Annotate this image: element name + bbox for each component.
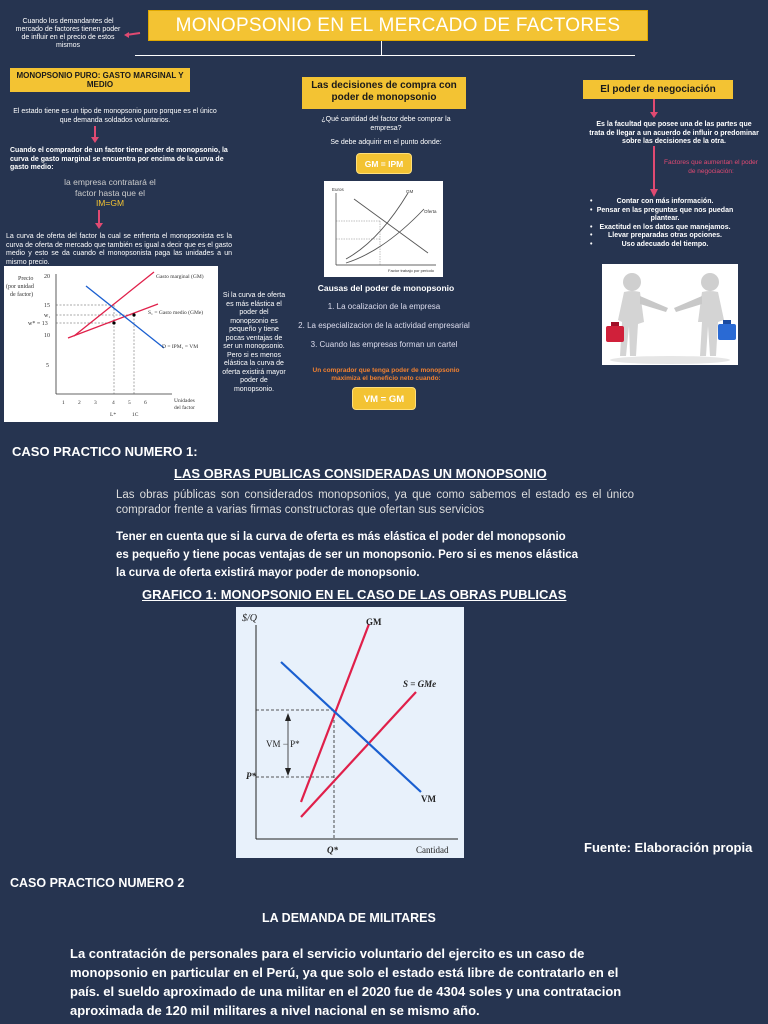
left-chart-xtick: 3	[94, 400, 97, 406]
list-item: • Contar con más información.	[590, 198, 714, 205]
left-chart-ylabel3: de factor)	[10, 292, 34, 298]
mini-chart-s-label: Oferta	[424, 209, 437, 214]
mini-chart	[324, 181, 443, 277]
left-chart-gm-label: Gasto marginal (GM)	[156, 274, 204, 280]
handshake-illustration	[602, 264, 738, 365]
right-box-title: El poder de negociación	[583, 80, 733, 99]
case1-heading: CASO PRACTICO NUMERO 1:	[12, 444, 198, 459]
case2-line: La contratación de personales para el servicio voluntario del ejercito es un caso de	[70, 946, 585, 961]
formula-gm-ipm: GM = IPM	[356, 153, 412, 174]
left-p3-line2: factor hasta que el	[75, 187, 145, 198]
list-item: • Llevar preparadas otras opciones.	[590, 232, 722, 239]
left-side-text: Si la curva de oferta es más elástica el poder del monopsonio es pequeño y tiene pocas ventajas de ser un monopsonio. Pero si es menos elástica la curva de oferta existirá mayor poder de monopsonio.	[222, 292, 286, 393]
case1-subtitle: LAS OBRAS PUBLICAS CONSIDERADAS UN MONOPSONIO	[174, 466, 547, 481]
mid-q2: Se debe adquirir en el punto donde:	[330, 139, 442, 146]
left-chart-xtick: 2	[78, 400, 81, 406]
down-arrow-icon	[650, 146, 658, 198]
left-p4: La curva de oferta del factor la cual se enfrenta el monopsonista es la curva de oferta de mercado que también es igual a decir que es el gasto medio y esto se da cuando el monopsonista paga las unidades a un mismo precio.	[6, 233, 232, 266]
big-chart-gm-label: GM	[366, 617, 382, 627]
big-chart-xlabel: Cantidad	[416, 845, 449, 855]
left-chart-ytick: 20	[44, 274, 50, 280]
left-chart-s-label: S₁ = Gasto medio (GMe)	[148, 310, 204, 316]
big-chart-vm-curve	[281, 662, 421, 792]
big-chart-ylabel: $/Q	[242, 613, 257, 624]
up-arrow-icon	[285, 713, 291, 721]
left-chart	[4, 266, 218, 422]
left-chart-xlabel1: Unidades	[174, 398, 195, 404]
case1-p2-line1: Tener en cuenta que si la curva de oferta es más elástica el poder del monopsonio	[116, 531, 566, 543]
mini-chart-gm-curve	[346, 193, 408, 259]
left-chart-d-label: D = IPM₁ = VM	[162, 344, 199, 350]
causes-title: Causas del poder de monopsonio	[317, 283, 455, 293]
left-chart-point	[132, 313, 135, 316]
left-box-title: MONOPSONIO PURO: GASTO MARGINAL Y MEDIO	[10, 68, 190, 92]
handshake-image	[602, 264, 738, 365]
factor-text: Uso adecuado del tiempo.	[621, 240, 709, 248]
big-chart	[236, 607, 464, 858]
factor-text: Llevar preparadas otras opciones.	[608, 232, 722, 239]
left-chart-xmark: 1C	[132, 412, 139, 418]
source-note: Fuente: Elaboración propia	[584, 840, 753, 855]
left-chart-xtick: 6	[144, 400, 147, 406]
factors-title: Factores que aumentan el poder de negociación:	[664, 159, 758, 175]
left-chart-ytick: w₁	[44, 313, 51, 319]
case2-heading: CASO PRACTICO NUMERO 2	[10, 876, 185, 890]
left-chart-ytick: 15	[44, 303, 50, 309]
left-chart-ytick: w* = 13	[28, 321, 48, 327]
left-p2: Cuando el comprador de un factor tiene poder de monopsonio, la curva de gasto marginal se encuentra por encima de la curva de gasto medio:	[10, 147, 228, 171]
graph-title: GRAFICO 1: MONOPSONIO EN EL CASO DE LAS OBRAS PUBLICAS	[142, 587, 567, 602]
mini-chart-xlabel: Factor trabajo por periodo	[388, 268, 435, 273]
mini-chart-s-curve	[346, 209, 424, 263]
left-chart-ytick: 10	[44, 333, 50, 339]
big-chart-gap-label: VM − P*	[266, 739, 300, 749]
right-p1: Es la facultad que posee una de las partes que trata de llegar a un acuerdo de influir o predominar sobre las decisiones de la otra.	[589, 121, 759, 145]
divider-line	[135, 55, 635, 56]
connector-line	[381, 41, 382, 56]
left-chart-xtick: 5	[128, 400, 131, 406]
left-p3-formula: IM=GM	[95, 198, 125, 208]
down-arrow-icon	[95, 210, 103, 230]
case2-line: país. el sueldo aproximado de una militar en el 2020 fue de 4304 soles y una contratacion	[70, 984, 622, 999]
orange-note: Un comprador que tenga poder de monopsonio maximiza el beneficio neto cuando:	[312, 367, 460, 382]
left-chart-xmark: L*	[110, 412, 117, 418]
pointer-arrow-icon	[122, 28, 142, 40]
case1-p2	[116, 528, 636, 582]
mid-q1: ¿Qué cantidad del factor debe comprar la empresa?	[321, 116, 451, 132]
mini-chart-ylabel: Euros	[332, 187, 344, 192]
left-chart-ylabel1: Precio	[18, 276, 34, 282]
list-item: • Exactitud en los datos que manejamos.	[590, 223, 731, 231]
down-arrow-icon	[285, 768, 291, 776]
case2-body	[70, 944, 760, 1020]
list-item: • Pensar en las preguntas que nos puedan plantear.	[590, 206, 734, 222]
cause-item: 3. Cuando las empresas forman un cartel	[310, 340, 458, 349]
left-chart-ylabel2: (por unidad	[6, 284, 34, 290]
left-p3	[10, 177, 210, 209]
down-arrow-icon	[650, 99, 658, 119]
big-chart-pstar: P*	[246, 771, 256, 781]
case2-subtitle: LA DEMANDA DE MILITARES	[262, 911, 436, 925]
mini-chart-d-curve	[354, 199, 428, 253]
mid-box-title: Las decisiones de compra con poder de monopsonio	[302, 77, 466, 109]
mini-chart-gm-label: GM	[406, 189, 414, 194]
case2-line: aproximada de 120 mil militares a nivel nacional en se mismo año.	[70, 1003, 480, 1018]
case1-p2-line2: es pequeño y tiene pocas ventajas de ser un monopsonio. Pero si es menos elástica	[116, 549, 579, 561]
case2-line: monopsonio en particular en el Perú, ya que solo el estado está libre de contratarlo en el	[70, 965, 619, 980]
left-chart-xtick: 4	[112, 400, 115, 406]
down-arrow-icon	[91, 126, 99, 144]
factor-text: Pensar en las preguntas que nos puedan plantear.	[596, 206, 734, 222]
case1-p2-line3: la curva de oferta existirá mayor poder de monopsonio.	[116, 567, 420, 579]
big-chart-s-label: S = GMe	[403, 679, 437, 689]
list-item: • Uso adecuado del tiempo.	[590, 240, 709, 248]
page-title: MONOPSONIO EN EL MERCADO DE FACTORES	[148, 10, 648, 41]
formula-vm-gm: VM = GM	[352, 387, 416, 410]
factor-text: Contar con más información.	[616, 198, 714, 205]
cause-item: 1. La ocalizacion de la empresa	[327, 302, 441, 311]
case1-p1: Las obras públicas son considerados monopsonios, ya que como sabemos el estado es el único comprador frente a varias firmas constructoras que ofertan sus servicios	[116, 489, 634, 516]
left-chart-ytick: 5	[46, 363, 49, 369]
cause-item: 2. La especializacion de la actividad empresarial	[298, 321, 470, 330]
big-chart-qstar: Q*	[327, 845, 338, 855]
left-p1: El estado tiene es un tipo de monopsonio puro porque es el único que demanda soldados voluntarios.	[13, 108, 217, 124]
left-chart-xtick: 1	[62, 400, 65, 406]
factors-list	[590, 198, 740, 249]
header-side-note: Cuando los demandantes del mercado de factores tienen poder de influir en el precio de estos mismos	[15, 18, 121, 49]
left-p3-line1: la empresa contratará el	[64, 177, 156, 187]
left-chart-xlabel2: del factor	[174, 405, 195, 411]
factor-text: Exactitud en los datos que manejamos.	[599, 223, 731, 231]
big-chart-vm-label: VM	[421, 794, 436, 804]
left-chart-point	[112, 321, 115, 324]
